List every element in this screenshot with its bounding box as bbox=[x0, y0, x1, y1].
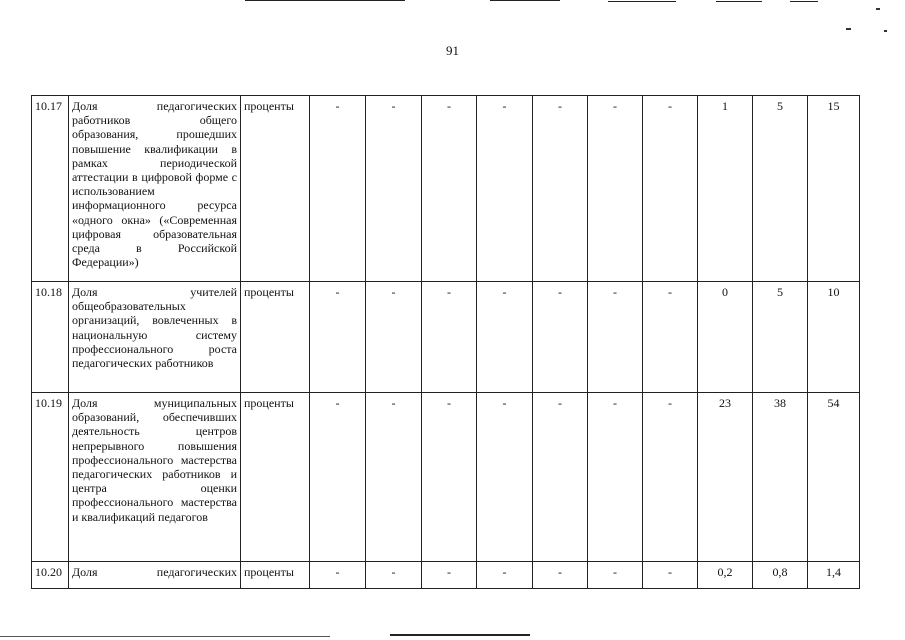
value-cell: - bbox=[422, 96, 477, 282]
value-cell: 23 bbox=[698, 393, 753, 562]
value-cell: - bbox=[477, 393, 533, 562]
scan-line-bottom-2 bbox=[390, 634, 530, 636]
indicator-description: Доля муниципальных образований, обеспечивших деятельность центров непрерывного повышения профессионального мастерства педагогических работников и центра оценки профессионального мастерства и квалификаций педагогов bbox=[69, 393, 241, 562]
value-cell: - bbox=[588, 562, 643, 589]
value-cell: - bbox=[366, 282, 422, 393]
value-cell: 5 bbox=[753, 96, 808, 282]
value-cell: - bbox=[533, 96, 588, 282]
indicator-description: Доля учителей общеобразовательных организаций, вовлеченных в национальную систему профессионального роста педагогических работников bbox=[69, 282, 241, 393]
value-cell: - bbox=[533, 393, 588, 562]
indicator-description: Доля педагогических bbox=[69, 562, 241, 589]
value-cell: - bbox=[366, 96, 422, 282]
value-cell: 1,4 bbox=[808, 562, 860, 589]
value-cell: - bbox=[533, 562, 588, 589]
unit-cell: проценты bbox=[241, 393, 310, 562]
scan-speck-2 bbox=[846, 28, 851, 30]
scan-line-top-2 bbox=[490, 0, 560, 1]
value-cell: - bbox=[588, 282, 643, 393]
indicators-table bbox=[31, 95, 860, 589]
table-row bbox=[32, 393, 860, 562]
unit-cell: проценты bbox=[241, 96, 310, 282]
value-cell: - bbox=[588, 96, 643, 282]
value-cell: - bbox=[310, 562, 366, 589]
scan-line-top-5 bbox=[790, 1, 818, 2]
scan-line-bottom-1 bbox=[0, 636, 330, 637]
scan-line-top-1 bbox=[245, 0, 405, 1]
scan-line-top-3 bbox=[608, 1, 676, 2]
value-cell: - bbox=[643, 282, 698, 393]
value-cell: - bbox=[310, 282, 366, 393]
value-cell: - bbox=[422, 562, 477, 589]
value-cell: - bbox=[310, 393, 366, 562]
row-number: 10.20 bbox=[32, 562, 69, 589]
value-cell: - bbox=[366, 562, 422, 589]
value-cell: - bbox=[422, 393, 477, 562]
scan-line-top-4 bbox=[716, 1, 762, 2]
value-cell: 10 bbox=[808, 282, 860, 393]
value-cell: - bbox=[477, 562, 533, 589]
page-number: 91 bbox=[446, 43, 459, 58]
value-cell: - bbox=[422, 282, 477, 393]
value-cell: - bbox=[477, 282, 533, 393]
value-cell: - bbox=[643, 562, 698, 589]
value-cell: 15 bbox=[808, 96, 860, 282]
scan-speck-3 bbox=[884, 30, 887, 32]
row-number: 10.18 bbox=[32, 282, 69, 393]
value-cell: 38 bbox=[753, 393, 808, 562]
value-cell: 0 bbox=[698, 282, 753, 393]
value-cell: 0,8 bbox=[753, 562, 808, 589]
unit-cell: проценты bbox=[241, 282, 310, 393]
value-cell: - bbox=[588, 393, 643, 562]
indicator-description: Доля педагогических работников общего образования, прошедших повышение квалификации в рамках периодической аттестации в цифровой форме с использованием информационного ресурса «одного окна» («Современная цифровая образовательная среда в Российской Федерации») bbox=[69, 96, 241, 282]
row-number: 10.19 bbox=[32, 393, 69, 562]
table-row bbox=[32, 96, 860, 282]
value-cell: 1 bbox=[698, 96, 753, 282]
scan-speck-1 bbox=[876, 8, 880, 10]
value-cell: - bbox=[310, 96, 366, 282]
row-number: 10.17 bbox=[32, 96, 69, 282]
value-cell: - bbox=[533, 282, 588, 393]
value-cell: - bbox=[477, 96, 533, 282]
value-cell: 0,2 bbox=[698, 562, 753, 589]
value-cell: 54 bbox=[808, 393, 860, 562]
value-cell: 5 bbox=[753, 282, 808, 393]
value-cell: - bbox=[643, 393, 698, 562]
value-cell: - bbox=[643, 96, 698, 282]
table-row bbox=[32, 562, 860, 589]
table-row bbox=[32, 282, 860, 393]
unit-cell: проценты bbox=[241, 562, 310, 589]
value-cell: - bbox=[366, 393, 422, 562]
